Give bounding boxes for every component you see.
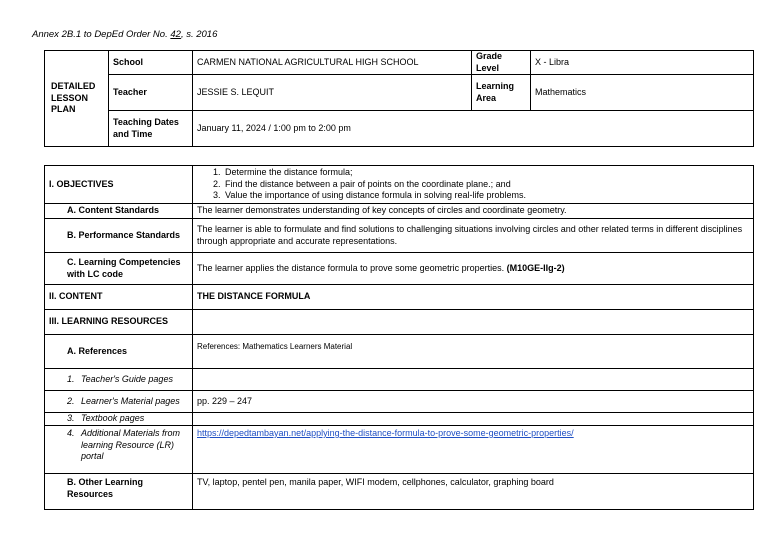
annex-prefix: Annex 2B.1 to DepEd Order No. <box>32 29 171 40</box>
annex-reference <box>32 29 217 40</box>
other-resources-label: B. Other Learning Resources <box>45 474 193 510</box>
references-label: A. References <box>45 335 193 369</box>
plan-label: DETAILED LESSON PLAN <box>45 51 109 147</box>
competencies-code: (M10GE-IIg-2) <box>506 262 565 273</box>
area-label: Learning Area <box>472 75 531 111</box>
content-label: II. CONTENT <box>45 285 193 310</box>
lm-num: 2. <box>67 395 75 406</box>
tg-label: Teacher's Guide pages <box>81 373 173 384</box>
dates-value: January 11, 2024 / 1:00 pm to 2:00 pm <box>193 111 754 147</box>
lm-label: Learner's Material pages <box>81 395 180 406</box>
area-value: Mathematics <box>531 75 754 111</box>
header-table <box>44 50 754 147</box>
am-label-cell <box>45 426 193 474</box>
teacher-value: JESSIE S. LEQUIT <box>193 75 472 111</box>
objectives-list <box>197 167 749 202</box>
competencies-cell <box>193 253 754 285</box>
teacher-label: Teacher <box>109 75 193 111</box>
content-standards-label: A. Content Standards <box>45 204 193 219</box>
annex-suffix: , s. 2016 <box>180 29 218 40</box>
am-value-cell <box>193 426 754 474</box>
dates-label: Teaching Dates and Time <box>109 111 193 147</box>
content-value: THE DISTANCE FORMULA <box>193 285 754 310</box>
objectives-label: I. OBJECTIVES <box>45 166 193 204</box>
school-label: School <box>109 51 193 75</box>
tg-value <box>193 369 754 391</box>
tg-num: 1. <box>67 373 75 384</box>
am-num: 4. <box>67 428 75 438</box>
performance-standards-value: The learner is able to formulate and find solutions to challenging situations involving circles and other related terms in different disciplines through appropriate and accurate representations. <box>193 219 754 253</box>
other-resources-value: TV, laptop, pentel pen, manila paper, WIFI modem, cellphones, calculator, graphing board <box>193 474 754 510</box>
objective-item: 2. Find the distance between a pair of points on the coordinate plane.; and <box>223 179 749 191</box>
resources-label: III. LEARNING RESOURCES <box>45 310 193 335</box>
objective-item: 3. Value the importance of using distance formula in solving real-life problems. <box>223 190 749 202</box>
lm-label-cell <box>45 391 193 413</box>
competencies-value: The learner applies the distance formula to prove some geometric properties. <box>197 262 507 273</box>
tb-label: Textbook pages <box>81 413 145 424</box>
competencies-label: C. Learning Competencies with LC code <box>45 253 193 285</box>
main-table <box>44 165 754 510</box>
tb-label-cell <box>45 413 193 426</box>
annex-order-no: 42 <box>170 29 181 40</box>
grade-label: Grade Level <box>472 51 531 75</box>
grade-value: X - Libra <box>531 51 754 75</box>
am-link[interactable]: https://depedtambayan.net/applying-the-distance-formula-to-prove-some-geometric-properties/ <box>197 428 574 438</box>
am-label: Additional Materials from learning Resource (LR) portal <box>81 428 181 461</box>
tb-num: 3. <box>67 413 75 424</box>
lm-value: pp. 229 – 247 <box>193 391 754 413</box>
tg-label-cell <box>45 369 193 391</box>
references-value: References: Mathematics Learners Material <box>193 335 754 369</box>
objective-item: 1. Determine the distance formula; <box>223 167 749 179</box>
resources-empty <box>193 310 754 335</box>
performance-standards-label: B. Performance Standards <box>45 219 193 253</box>
content-standards-value: The learner demonstrates understanding of key concepts of circles and coordinate geometry. <box>193 204 754 219</box>
tb-value <box>193 413 754 426</box>
school-value: CARMEN NATIONAL AGRICULTURAL HIGH SCHOOL <box>193 51 472 75</box>
objectives-row <box>45 166 754 204</box>
